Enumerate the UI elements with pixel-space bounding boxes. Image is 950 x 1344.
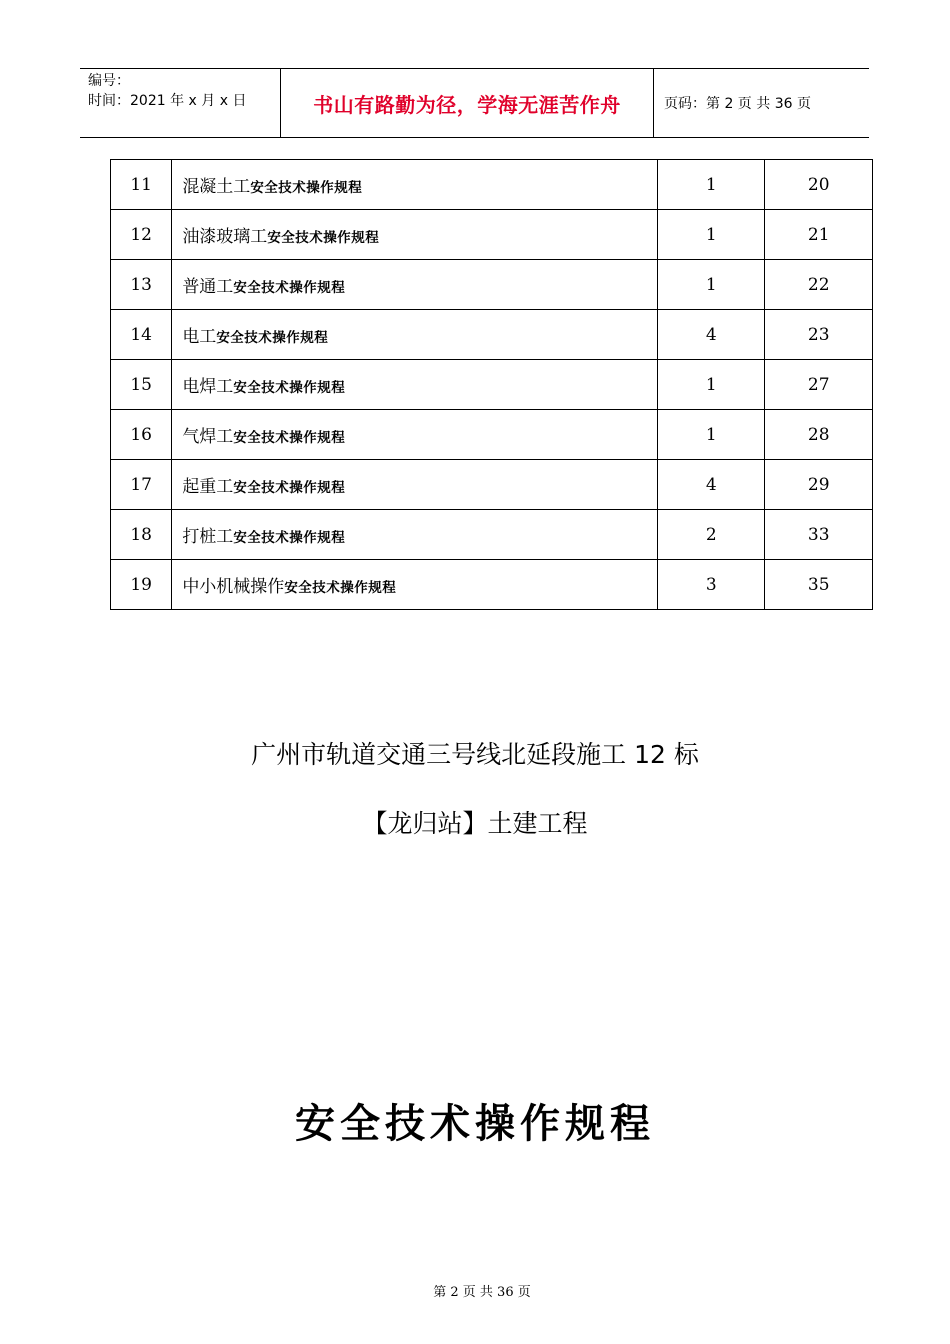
toc-row-count: 1 [658,360,765,410]
toc-job-name: 打桩工 [182,527,234,547]
toc-job-name: 中小机械操作 [182,577,285,597]
toc-row-count: 4 [658,460,765,510]
toc-job-name: 普通工 [182,277,234,297]
project-name: 广州市轨道交通三号线北延段施工 12 标 [251,740,699,769]
toc-row-number: 16 [111,410,172,460]
toc-row-title [172,210,658,260]
toc-title-suffix: 安全技术操作规程 [284,580,397,596]
toc-row-page: 27 [765,360,873,410]
toc-title-suffix: 安全技术操作规程 [233,480,346,496]
toc-job-name: 气焊工 [182,427,234,447]
toc-row-page: 28 [765,410,873,460]
toc-title-suffix: 安全技术操作规程 [233,380,346,396]
code-label: 编号： [88,73,130,89]
toc-row-count: 1 [658,160,765,210]
toc-row-page: 21 [765,210,873,260]
toc-row-page: 35 [765,560,873,610]
toc-job-name: 起重工 [182,477,234,497]
toc-row-title [172,460,658,510]
toc-row-number: 12 [111,210,172,260]
toc-row-title [172,160,658,210]
toc-row-number: 15 [111,360,172,410]
toc-row-page: 22 [765,260,873,310]
toc-row-title [172,360,658,410]
toc-row-title [172,510,658,560]
toc-title-suffix: 安全技术操作规程 [216,330,329,346]
page-info-text: 页码：第 2 页 共 36 页 [664,96,811,112]
toc-row [111,410,873,460]
toc-row-title [172,310,658,360]
page-footer: 第 2 页 共 36 页 [433,1285,531,1300]
header-page-info [664,69,811,137]
document-title: 安全技术操作规程 [295,1100,655,1147]
time-label: 时间：2021 年 x 月 x 日 [88,93,247,109]
toc-row-number: 17 [111,460,172,510]
toc-row-page: 23 [765,310,873,360]
header-motto: 书山有路勤为径，学海无涯苦作舟 [313,92,621,117]
toc-title-suffix: 安全技术操作规程 [267,230,380,246]
toc-title-suffix: 安全技术操作规程 [233,530,346,546]
toc-body [111,160,873,610]
toc-table [110,159,873,610]
toc-row-title [172,410,658,460]
toc-job-name: 混凝土工 [182,177,251,197]
toc-row-page: 20 [765,160,873,210]
toc-row [111,560,873,610]
toc-row [111,260,873,310]
toc-row-number: 13 [111,260,172,310]
station-name: 【龙归站】土建工程 [362,809,588,838]
toc-row-count: 3 [658,560,765,610]
toc-row-title [172,260,658,310]
toc-row [111,310,873,360]
toc-title-suffix: 安全技术操作规程 [233,430,346,446]
toc-row [111,510,873,560]
toc-row [111,360,873,410]
toc-row-count: 2 [658,510,765,560]
toc-job-name: 电工 [182,327,217,347]
toc-row-title [172,560,658,610]
toc-row-count: 4 [658,310,765,360]
toc-row-count: 1 [658,210,765,260]
header-divider [653,69,654,137]
toc-row [111,160,873,210]
toc-row [111,460,873,510]
toc-row-number: 14 [111,310,172,360]
toc-row [111,210,873,260]
header-meta [88,71,278,111]
page-header [80,68,869,138]
toc-row-number: 19 [111,560,172,610]
toc-job-name: 电焊工 [182,377,234,397]
toc-title-suffix: 安全技术操作规程 [233,280,346,296]
toc-job-name: 油漆玻璃工 [182,227,268,247]
toc-row-number: 18 [111,510,172,560]
toc-row-page: 33 [765,510,873,560]
toc-row-number: 11 [111,160,172,210]
toc-row-page: 29 [765,460,873,510]
toc-row-count: 1 [658,260,765,310]
toc-title-suffix: 安全技术操作规程 [250,180,363,196]
toc-row-count: 1 [658,410,765,460]
